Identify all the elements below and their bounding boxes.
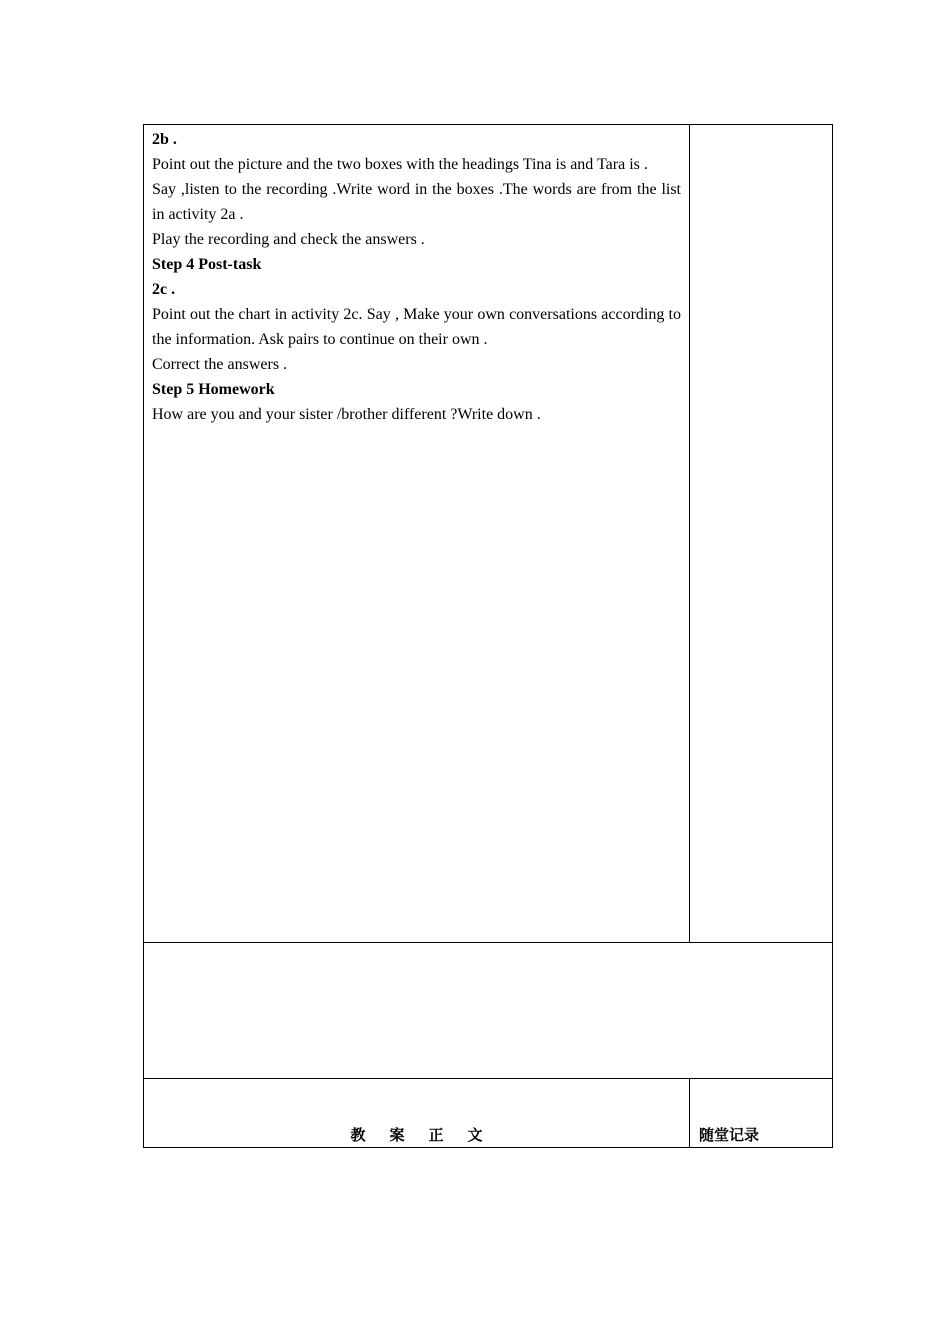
- footer-title-cell: [144, 1079, 690, 1147]
- step-5-heading: Step 5 Homework: [152, 381, 275, 398]
- lesson-plan-table: [143, 124, 833, 1148]
- paragraph-listen-recording: Say ,listen to the recording .Write word in the boxes .The words are from the list in activity 2a .: [152, 181, 681, 223]
- footer-title-char: 文: [467, 1126, 483, 1144]
- paragraph-point-out-picture: Point out the picture and the two boxes with the headings Tina is and Tara is .: [152, 156, 648, 173]
- paragraph-play-recording: Play the recording and check the answers .: [152, 231, 425, 248]
- section-heading-2b: 2b .: [152, 131, 177, 148]
- footer-title-char: 案: [389, 1126, 405, 1144]
- footer-note-label: 随堂记录: [699, 1126, 760, 1144]
- step-4-heading: Step 4 Post-task: [152, 256, 262, 273]
- notes-column-cell: [690, 125, 833, 943]
- section-heading-2c: 2c .: [152, 281, 176, 298]
- footer-note-cell: [690, 1079, 832, 1147]
- footer-title: [144, 1124, 689, 1145]
- lesson-content-cell: [144, 125, 690, 943]
- paragraph-homework: How are you and your sister /brother different ?Write down .: [152, 406, 541, 423]
- footer-title-char: 教: [350, 1126, 366, 1144]
- paragraph-correct-answers: Correct the answers .: [152, 356, 288, 373]
- paragraph-point-out-chart: Point out the chart in activity 2c. Say , Make your own conversations according to the information. Ask pairs to continue on their own .: [152, 306, 681, 348]
- footer-title-char: 正: [428, 1126, 444, 1144]
- blank-reflection-row: [144, 943, 832, 1079]
